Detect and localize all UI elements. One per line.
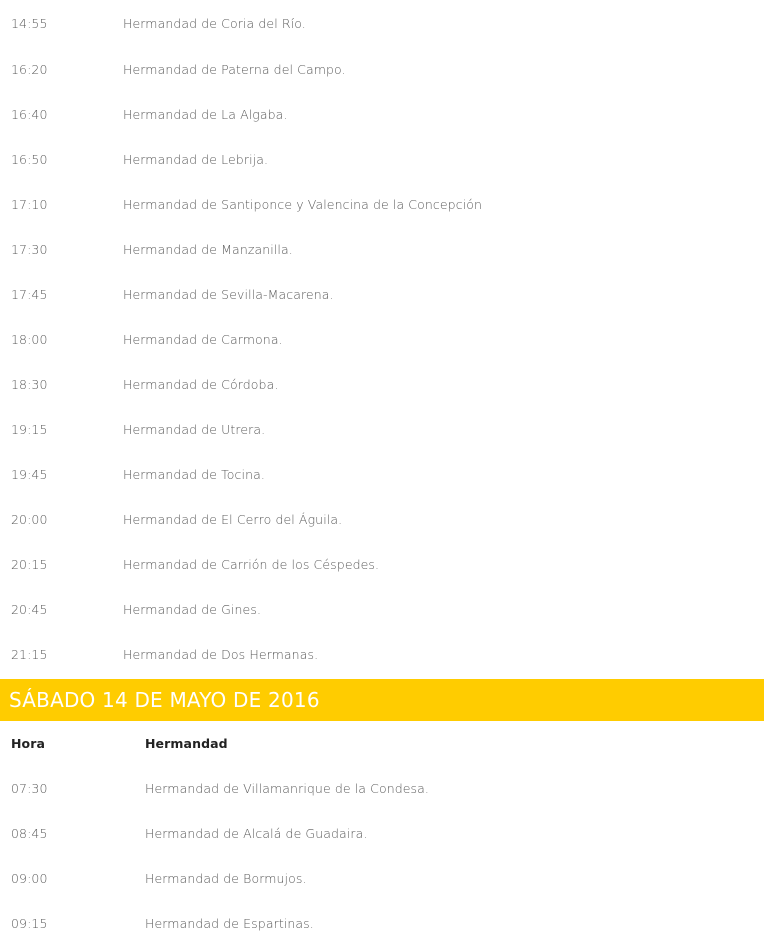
row-hermandad: Hermandad de Dos Hermanas.	[123, 647, 319, 662]
row-time: 19:45	[11, 467, 48, 482]
row-time: 16:50	[11, 152, 48, 167]
row-time: 07:30	[11, 781, 48, 796]
table-row	[0, 47, 764, 92]
row-hermandad: Hermandad de Bormujos.	[145, 871, 307, 886]
row-time: 09:00	[11, 871, 48, 886]
row-hermandad: Hermandad de Espartinas.	[145, 916, 314, 931]
row-time: 18:30	[11, 377, 48, 392]
table-row	[0, 92, 764, 137]
row-hermandad: Hermandad de Santiponce y Valencina de la Concepción	[123, 197, 483, 212]
row-hermandad: Hermandad de Gines.	[123, 602, 262, 617]
table-row	[0, 317, 764, 362]
row-hermandad: Hermandad de Tocina.	[123, 467, 265, 482]
day-banner	[0, 679, 764, 721]
row-time: 14:55	[11, 16, 48, 31]
row-time: 19:15	[11, 422, 48, 437]
row-hermandad: Hermandad de Paterna del Campo.	[123, 62, 346, 77]
row-time: 17:10	[11, 197, 48, 212]
table-row	[0, 227, 764, 272]
table-row	[0, 0, 764, 47]
table-row	[0, 272, 764, 317]
row-time: 20:15	[11, 557, 48, 572]
header-hermandad: Hermandad	[145, 736, 228, 751]
row-time: 20:45	[11, 602, 48, 617]
row-time: 17:45	[11, 287, 48, 302]
row-time: 18:00	[11, 332, 48, 347]
row-hermandad: Hermandad de Manzanilla.	[123, 242, 293, 257]
schedule-table-saturday	[0, 721, 764, 946]
row-hermandad: Hermandad de Carrión de los Céspedes.	[123, 557, 380, 572]
row-hermandad: Hermandad de La Algaba.	[123, 107, 288, 122]
row-hermandad: Hermandad de Lebrija.	[123, 152, 269, 167]
row-hermandad: Hermandad de Córdoba.	[123, 377, 279, 392]
table-row	[0, 182, 764, 227]
table-row	[0, 362, 764, 407]
row-hermandad: Hermandad de Coria del Río.	[123, 16, 306, 31]
row-time: 08:45	[11, 826, 48, 841]
row-time: 16:20	[11, 62, 48, 77]
header-hora: Hora	[11, 736, 46, 751]
row-hermandad: Hermandad de El Cerro del Águila.	[123, 512, 343, 527]
row-hermandad: Hermandad de Utrera.	[123, 422, 266, 437]
table-row	[0, 766, 764, 811]
table-row	[0, 137, 764, 182]
table-row	[0, 811, 764, 856]
table-row	[0, 497, 764, 542]
table-row	[0, 542, 764, 587]
row-time: 16:40	[11, 107, 48, 122]
row-time: 20:00	[11, 512, 48, 527]
row-hermandad: Hermandad de Villamanrique de la Condesa.	[145, 781, 429, 796]
row-time: 21:15	[11, 647, 48, 662]
row-hermandad: Hermandad de Carmona.	[123, 332, 283, 347]
table-row	[0, 856, 764, 901]
row-time: 09:15	[11, 916, 48, 931]
row-hermandad: Hermandad de Sevilla-Macarena.	[123, 287, 334, 302]
table-row	[0, 587, 764, 632]
row-time: 17:30	[11, 242, 48, 257]
table-row	[0, 632, 764, 677]
table-row	[0, 901, 764, 946]
table-header-row	[0, 721, 764, 766]
row-hermandad: Hermandad de Alcalá de Guadaira.	[145, 826, 368, 841]
table-row	[0, 452, 764, 497]
table-row	[0, 407, 764, 452]
day-banner-title: SÁBADO 14 DE MAYO DE 2016	[9, 688, 320, 712]
